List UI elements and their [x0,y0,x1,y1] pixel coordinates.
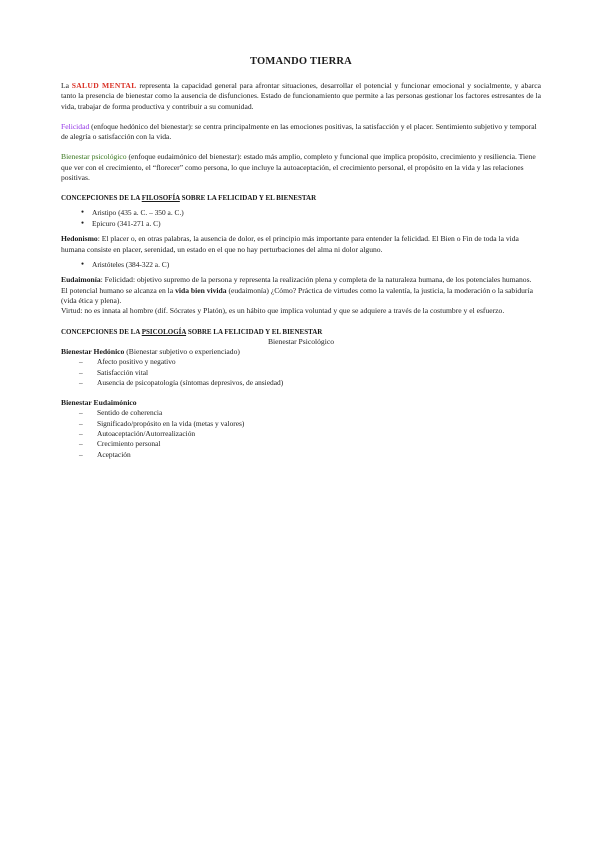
filosofia-heading-pre: CONCEPCIONES DE LA [61,194,142,203]
hedonico-heading [61,347,541,357]
felicidad-paragraph [61,122,541,143]
virtud-paragraph: Virtud: no es innata al hombre (dif. Sócrates y Platón), es un hábito que implica voluntad y que se adquiere a través de la costumbre y el esfuerzo. [61,306,505,316]
page-title: TOMANDO TIERRA [250,56,352,67]
psicologia-heading [61,327,541,337]
hedonismo-term: Hedonismo [61,234,98,244]
bienestar-text: (enfoque eudaimónico del bienestar): estado más amplio, completo y funcional que implica propósito, crecimiento y resiliencia. Tiene que ver con el crecimiento, el “florecer” como persona, lo que incluye la autoaceptación, el crecimiento personal, el propósito en la vida y las relaciones positivas. [61,152,536,183]
felicidad-term: Felicidad [61,121,90,131]
list-item: – Afecto positivo y negativo [79,357,541,367]
psicologia-heading-post: SOBRE LA FELICIDAD Y EL BIENESTAR [186,327,323,336]
list-item: ● Aristipo (435 a. C. – 350 a. C.) [81,208,541,219]
filosofia-heading-underlined: FILOSOFÍA [141,194,180,203]
list-item: ● Epicuro (341-271 a. C) [81,219,541,230]
eudaimonico-heading: Bienestar Eudaimónico [61,398,137,408]
bienestar-term: Bienestar psicológico [61,152,127,162]
filosofos-hedonistas-list [61,208,541,229]
filosofos-eudaimonicos-list [61,260,541,271]
list-item: ● Aristóteles (384-322 a. C) [81,260,541,271]
list-item: – Crecimiento personal [79,439,541,449]
hedonico-term: Bienestar Hedónico [61,346,125,356]
list-item: – Sentido de coherencia [79,408,541,418]
list-item: – Ausencia de psicopatología (síntomas depresivos, de ansiedad) [79,378,541,388]
salud-mental-text: representa la capacidad general para afrontar situaciones, desarrollar el potencial y funcionar emocional y socialmente, y abarca tanto la presencia de bienestar como la ausencia de disfunciones. Estado de funcionamiento que permite a las personas gestionar los factores estresantes de la vida, trabajar de forma productiva y contribuir a su comunidad. [61,81,541,111]
psicologia-heading-pre: CONCEPCIONES DE LA [61,327,142,336]
vida-bien-vivida: vida bien vivida [175,285,227,295]
document-content [61,56,541,460]
list-item: – Aceptación [79,450,541,460]
list-item: – Significado/propósito en la vida (metas y valores) [79,419,541,429]
filosofia-heading-post: SOBRE LA FELICIDAD Y EL BIENESTAR [179,194,317,203]
psicologia-heading-underlined: PSICOLOGÍA [141,327,187,336]
hedonismo-paragraph [61,234,541,255]
list-item: – Satisfacción vital [79,368,541,378]
bienestar-paragraph [61,152,541,183]
felicidad-text: (enfoque hedónico del bienestar): se centra principalmente en las emociones positivas, la satisfacción y el placer. Sentimiento subjetivo y temporal de alegría o satisfacción con la vida. [61,121,537,142]
hedonismo-text: : El placer o, en otras palabras, la ausencia de dolor, es el principio más importante para entender la felicidad. El Bien o Fin de toda la vida humana consiste en placer, serenidad, un estado en el que no hay perturbaciones del alma ni dolor alguno. [61,234,519,254]
eudaimonia-text: : Felicidad: objetivo supremo de la persona y representa la realización plena y completa de la naturaleza humana, de los potenciales humanos. [100,275,532,285]
eudaimonico-list [61,408,541,459]
hedonico-text: (Bienestar subjetivo o experienciado) [124,346,240,356]
salud-prefix: La [61,81,72,90]
hedonico-list [61,357,541,388]
bienestar-psicologico-subtitle: Bienestar Psicológico [267,336,334,346]
potencial-pre: El potencial humano se alcanza en la [61,285,176,295]
eudaimonia-paragraph [61,275,541,285]
filosofia-heading [61,193,541,203]
eudaimonia-term: Eudaimonía [61,275,101,285]
list-item: – Autoaceptación/Autorrealización [79,429,541,439]
salud-mental-paragraph [61,81,541,112]
potencial-paragraph [61,286,541,307]
salud-mental-term: SALUD MENTAL [71,81,137,90]
potencial-post: (eudaimonía) ¿Cómo? Práctica de virtudes como la valentía, la justicia, la moderación o la sabiduría (vida ética y plena). [61,285,533,306]
